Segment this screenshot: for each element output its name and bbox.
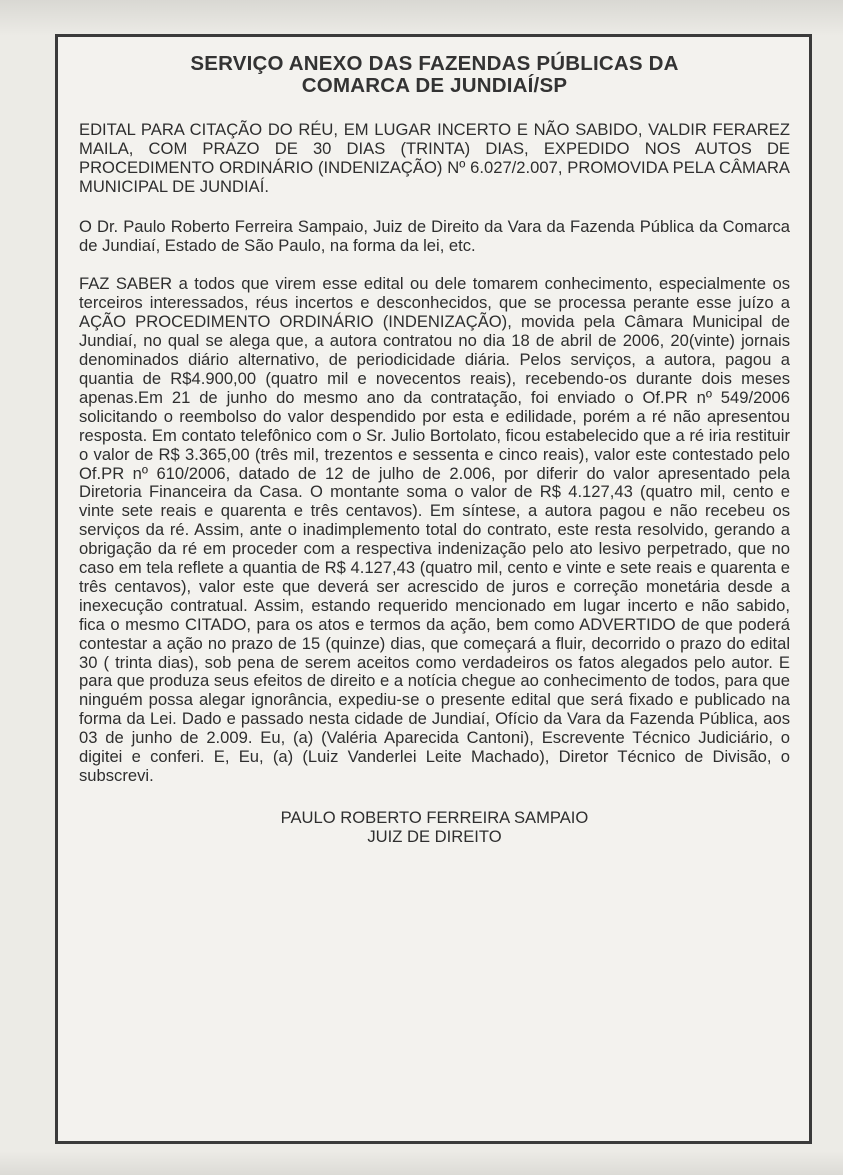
signature-block — [79, 808, 790, 846]
page-bottom-shadow — [0, 1151, 843, 1175]
notice-title-line-1: SERVIÇO ANEXO DAS FAZENDAS PÚBLICAS DA — [190, 52, 679, 75]
notice-title — [79, 53, 790, 97]
signature-name: PAULO ROBERTO FERREIRA SAMPAIO — [280, 807, 589, 827]
notice-title-line-2: COMARCA DE JUNDIAÍ/SP — [301, 74, 568, 97]
legal-notice-box — [55, 34, 812, 1144]
notice-body: FAZ SABER a todos que virem esse edital ou dele tomarem conhecimento, especialmente os terceiros interessados, réus incertos e desconhecidos, que se processa perante esse juízo a AÇÃO PROCEDIMENTO ORDINÁRIO (INDENIZAÇÃO), movida pela Câmara Municipal de Jundiaí, no qual se alega que, a autora contratou no dia 18 de abril de 2006, 20(vinte) jornais denominados diário alternativo, de periodicidade diária. Pelos serviços, a autora, pagou a quantia de R$4.900,00 (quatro mil e novecentos reais), recebendo-os durante dois meses apenas.Em 21 de junho do mesmo ano da contratação, foi enviado o Of.PR nº 549/2006 solicitando o reembolso do valor despendido por esta e edilidade, porém a ré não apresentou resposta. Em contato telefônico com o Sr. Julio Bortolato, ficou estabelecido que a ré iria restituir o valor de R$ 3.365,00 (três mil, trezentos e sessenta e cinco reais), valor este contestado pelo Of.PR nº 610/2006, datado de 12 de julho de 2.006, por diferir do valor apresentado pela Diretoria Financeira da Casa. O montante soma o valor de R$ 4.127,43 (quatro mil, cento e vinte sete reais e quarenta e três centavos). Em síntese, a autora pagou e não recebeu os serviços da ré. Assim, ante o inadimplemento total do contrato, este resta resolvido, gerando a obrigação da ré em proceder com a respectiva indenização pelo ato lesivo perpetrado, que no caso em tela reflete a quantia de R$ 4.127,43 (quatro mil, cento e vinte e sete reais e quarenta e três centavos), valor este que deverá ser acrescido de juros e correção monetária desde a inexecução contratual. Assim, estando requerido mencionado em lugar incerto e não sabido, fica o mesmo CITADO, para os atos e termos da ação, bem como ADVERTIDO de que poderá contestar a ação no prazo de 15 (quinze) dias, que começará a fluir, decorrido o prazo do edital 30 ( trinta dias), sob pena de serem aceitos como verdadeiros os fatos alegados pelo autor. E para que produza seus efeitos de direito e a notícia chegue ao conhecimento de todos, para que ninguém possa alegar ignorância, expediu-se o presente edital que será fixado e publicado na forma da Lei. Dado e passado nesta cidade de Jundiaí, Ofício da Vara da Fazenda Pública, aos 03 de junho de 2.009. Eu, (a) (Valéria Aparecida Cantoni), Escrevente Técnico Judiciário, o digitei e conferi. E, Eu, (a) (Luiz Vanderlei Leite Machado), Diretor Técnico de Divisão, o subscrevi. — [79, 274, 790, 785]
edital-heading: EDITAL PARA CITAÇÃO DO RÉU, EM LUGAR INCERTO E NÃO SABIDO, VALDIR FERAREZ MAILA, COM PRAZO DE 30 DIAS (TRINTA) DIAS, EXPEDIDO NOS AUTOS DE PROCEDIMENTO ORDINÁRIO (INDENIZAÇÃO) Nº 6.027/2.007, PROMOVIDA PELA CÂMARA MUNICIPAL DE JUNDIAÍ. — [79, 120, 790, 196]
judge-intro: O Dr. Paulo Roberto Ferreira Sampaio, Juiz de Direito da Vara da Fazenda Pública da Comarca de Jundiaí, Estado de São Paulo, na forma da lei, etc. — [79, 216, 790, 255]
page-top-shadow — [0, 0, 843, 36]
signature-role: JUIZ DE DIREITO — [367, 826, 502, 846]
